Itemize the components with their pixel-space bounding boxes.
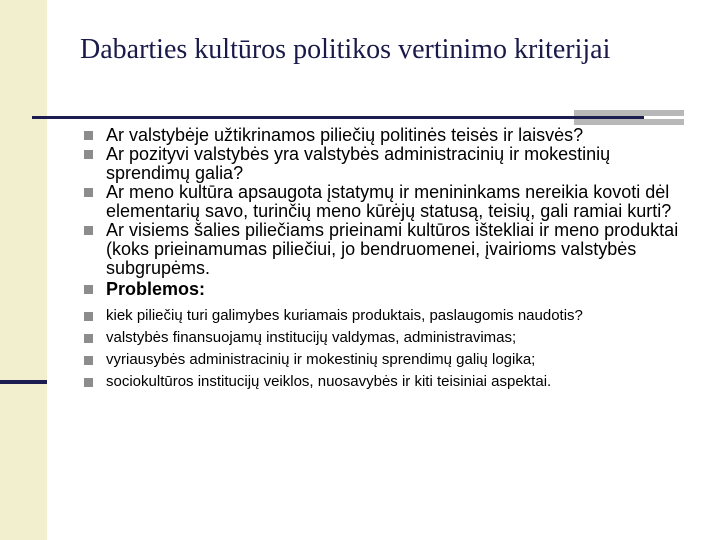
list-item-text: vyriausybės administracinių ir mokestinių sprendimų galių logika;	[106, 351, 536, 368]
list-item	[84, 371, 689, 393]
list-item-text: Ar meno kultūra apsaugota įstatymų ir menininkams nereikia kovoti dėl elementarių savo, turinčių meno kūrėjų statusą, teisių, gali ramiai kurti?	[106, 182, 672, 221]
list-item	[84, 349, 689, 371]
side-decoration-strip	[0, 0, 47, 540]
list-item-problems-heading	[84, 280, 689, 299]
square-bullet-icon	[84, 131, 93, 140]
list-item	[84, 327, 689, 349]
square-bullet-icon	[84, 285, 93, 294]
list-item-text: sociokultūros institucijų veiklos, nuosavybės ir kiti teisiniai aspektai.	[106, 373, 552, 390]
list-item-text: Ar visiems šalies piliečiams prieinami kultūros ištekliai ir meno produktai (koks prieinamumas piliečiui, jo bendruomenei, įvairioms valstybės subgrupėms.	[106, 220, 679, 278]
list-item-text: valstybės finansuojamų institucijų valdymas, administravimas;	[106, 329, 517, 346]
list-item	[84, 145, 689, 183]
list-item-text: kiek piliečių turi galimybes kuriamais produktais, paslaugomis naudotis?	[106, 307, 583, 324]
square-bullet-icon	[84, 150, 93, 159]
list-item	[84, 126, 689, 145]
square-bullet-icon	[84, 378, 93, 387]
square-bullet-icon	[84, 334, 93, 343]
list-item	[84, 305, 689, 327]
square-bullet-icon	[84, 356, 93, 365]
square-bullet-icon	[84, 188, 93, 197]
list-item	[84, 183, 689, 221]
square-bullet-icon	[84, 312, 93, 321]
square-bullet-icon	[84, 226, 93, 235]
title-accent-bar-lower	[574, 119, 684, 125]
slide-title: Dabarties kultūros politikos vertinimo kriterijai	[80, 34, 611, 65]
list-item-text: Problemos:	[106, 279, 206, 299]
bullet-list	[84, 126, 689, 393]
list-item	[84, 221, 689, 278]
side-decoration-mark	[0, 380, 47, 384]
list-item-text: Ar valstybėje užtikrinamos piliečių politinės teisės ir laisvės?	[106, 125, 584, 145]
list-item-text: Ar pozityvi valstybės yra valstybės administracinių ir mokestinių sprendimų galia?	[106, 144, 611, 183]
title-divider	[32, 116, 644, 119]
